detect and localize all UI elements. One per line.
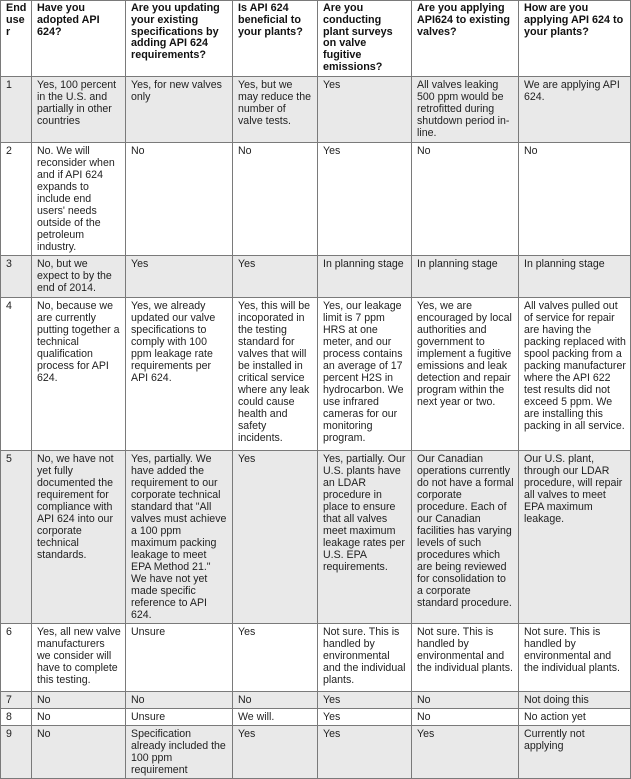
- table-cell: Yes, this will be incoporated in the testing standard for valves that will be installed in critical service where any leak could cause health and safety incidents.: [233, 297, 318, 450]
- table-cell: Not sure. This is handled by environmental and the individual plants.: [519, 623, 631, 691]
- table-cell: No: [412, 708, 519, 725]
- table-cell: All valves pulled out of service for repair are having the packing replaced with spool packing from a packing manufacturer where the API 622 test results did not exceed 5 ppm. We are installing this packing in all service.: [519, 297, 631, 450]
- table-row: [1, 725, 631, 778]
- table-cell: Our Canadian operations currently do not have a formal corporate procedure. Each of our Canadian facilities has varying levels of such procedures which are being reviewed for consolidation to a corporate standard procedure.: [412, 450, 519, 623]
- table-cell: Yes: [318, 708, 412, 725]
- table-cell: Yes, 100 percent in the U.S. and partially in other countries: [32, 76, 126, 142]
- table-cell: Yes: [233, 725, 318, 778]
- table-cell: In planning stage: [412, 255, 519, 297]
- table-cell: No: [32, 691, 126, 708]
- table-cell: Yes, partially. We have added the requirement to our corporate technical standard that "All valves must achieve a 100 ppm maximum packing leakage to meet EPA Method 21." We have not yet made specific reference to API 624.: [126, 450, 233, 623]
- table-cell: In planning stage: [318, 255, 412, 297]
- table-row: [1, 76, 631, 142]
- column-header-end-user: End user: [1, 1, 32, 77]
- table-cell: Not sure. This is handled by environmental and the individual plants.: [412, 623, 519, 691]
- column-header-how-applying: How are you applying API 624 to your plants?: [519, 1, 631, 77]
- column-header-existing-valves: Are you applying API624 to existing valves?: [412, 1, 519, 77]
- table-cell: No, because we are currently putting together a technical qualification process for API 624.: [32, 297, 126, 450]
- table-cell: Currently not applying: [519, 725, 631, 778]
- table-row: [1, 623, 631, 691]
- table-cell: Yes: [233, 255, 318, 297]
- table-row: [1, 142, 631, 255]
- table-cell: 8: [1, 708, 32, 725]
- table-cell: Yes: [233, 450, 318, 623]
- table-cell: No: [32, 708, 126, 725]
- table-cell: Yes, we already updated our valve specifications to comply with 100 ppm leakage rate requirements per API 624.: [126, 297, 233, 450]
- table-cell: No: [233, 691, 318, 708]
- table-cell: No: [126, 691, 233, 708]
- table-cell: Yes: [126, 255, 233, 297]
- table-cell: Yes, our leakage limit is 7 ppm HRS at one meter, and our process contains an average of 17 percent H2S in hydrocarbon. We use infrared cameras for our monitoring program.: [318, 297, 412, 450]
- table-cell: Yes: [233, 623, 318, 691]
- table-cell: In planning stage: [519, 255, 631, 297]
- table-cell: 1: [1, 76, 32, 142]
- table-cell: No: [233, 142, 318, 255]
- table-cell: Unsure: [126, 708, 233, 725]
- table-row: [1, 691, 631, 708]
- column-header-adopted: Have you adopted API 624?: [32, 1, 126, 77]
- table-cell: Yes, partially. Our U.S. plants have an LDAR procedure in place to ensure that all valves meet maximum leakage rates per U.S. EPA requirements.: [318, 450, 412, 623]
- table-cell: Yes: [318, 76, 412, 142]
- table-cell: No: [519, 142, 631, 255]
- table-cell: Yes, but we may reduce the number of valve tests.: [233, 76, 318, 142]
- table-cell: Unsure: [126, 623, 233, 691]
- table-header-row: [1, 1, 631, 77]
- table-cell: 9: [1, 725, 32, 778]
- table-cell: 7: [1, 691, 32, 708]
- table-cell: 3: [1, 255, 32, 297]
- table-row: [1, 255, 631, 297]
- table-cell: We are applying API 624.: [519, 76, 631, 142]
- table-cell: Yes: [318, 142, 412, 255]
- table-cell: We will.: [233, 708, 318, 725]
- table-cell: 2: [1, 142, 32, 255]
- table-cell: All valves leaking 500 ppm would be retrofitted during shutdown period in-line.: [412, 76, 519, 142]
- table-cell: No. We will reconsider when and if API 624 expands to include end users' needs outside of the petroleum industry.: [32, 142, 126, 255]
- table-cell: No: [412, 691, 519, 708]
- table-cell: Not sure. This is handled by environmental and the individual plants.: [318, 623, 412, 691]
- table-cell: Yes, for new valves only: [126, 76, 233, 142]
- table-cell: No, we have not yet fully documented the requirement for compliance with API 624 into our corporate technical standards.: [32, 450, 126, 623]
- table-cell: 6: [1, 623, 32, 691]
- table-cell: Yes, we are encouraged by local authorities and government to implement a fugitive emissions and leak detection and repair program within the next year or two.: [412, 297, 519, 450]
- column-header-beneficial: Is API 624 beneficial to your plants?: [233, 1, 318, 77]
- column-header-updating-specs: Are you updating your existing specifications by adding API 624 requirements?: [126, 1, 233, 77]
- table-row: [1, 708, 631, 725]
- table-cell: No, but we expect to by the end of 2014.: [32, 255, 126, 297]
- table-cell: No action yet: [519, 708, 631, 725]
- table-cell: No: [412, 142, 519, 255]
- table-cell: No: [32, 725, 126, 778]
- table-row: [1, 297, 631, 450]
- table-cell: Yes: [318, 725, 412, 778]
- table-cell: Yes: [412, 725, 519, 778]
- column-header-plant-surveys: Are you conducting plant surveys on valve fugitive emissions?: [318, 1, 412, 77]
- table-cell: Specification already included the 100 ppm requirement: [126, 725, 233, 778]
- table-cell: 5: [1, 450, 32, 623]
- table-row: [1, 450, 631, 623]
- table-cell: Yes, all new valve manufacturers we consider will have to complete this testing.: [32, 623, 126, 691]
- table-cell: Not doing this: [519, 691, 631, 708]
- table-cell: Our U.S. plant, through our LDAR procedure, will repair all valves to meet EPA maximum leakage.: [519, 450, 631, 623]
- table-cell: Yes: [318, 691, 412, 708]
- table-cell: No: [126, 142, 233, 255]
- table-cell: 4: [1, 297, 32, 450]
